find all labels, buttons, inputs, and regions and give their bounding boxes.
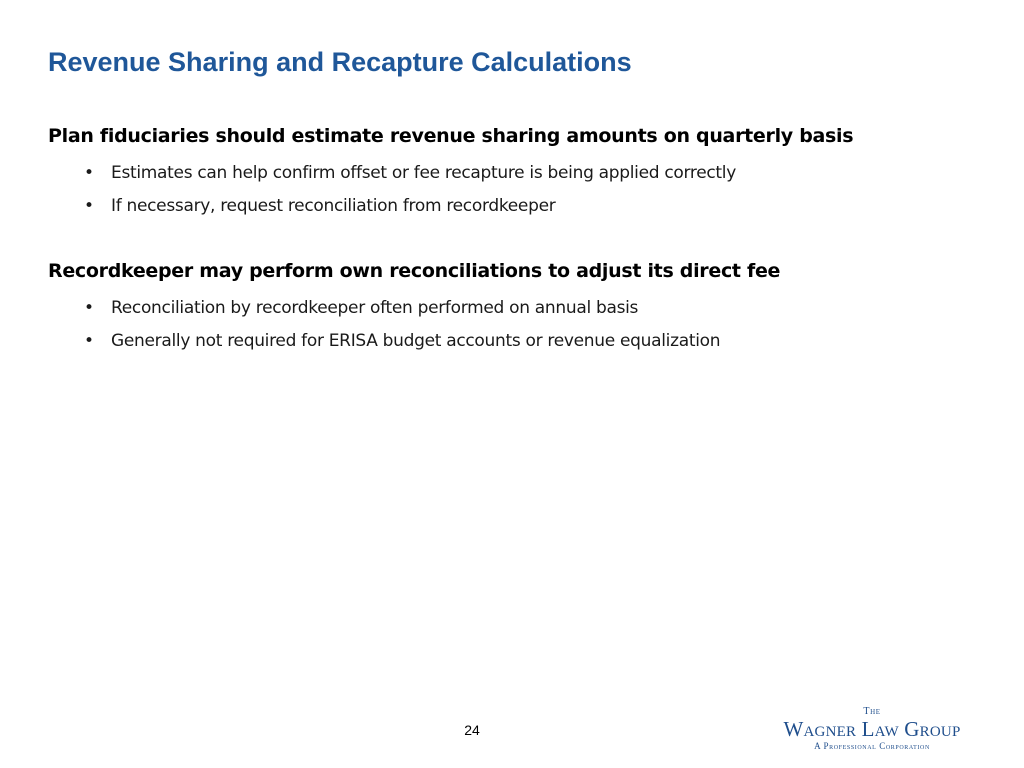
logo-tagline: A Professional Corporation — [814, 741, 930, 751]
bullet-text: Reconciliation by recordkeeper often performed on annual basis — [111, 298, 639, 318]
bullet-item — [84, 325, 720, 358]
logo-the: The — [863, 706, 881, 717]
bullet-item — [84, 292, 720, 325]
bullet-text: If necessary, request reconciliation from recordkeeper — [111, 196, 556, 216]
bullet-icon: • — [84, 163, 94, 183]
bullet-text: Estimates can help confirm offset or fee recapture is being applied correctly — [111, 163, 736, 183]
company-logo — [760, 706, 984, 754]
bullet-list-1 — [84, 157, 736, 223]
page-number: 24 — [464, 722, 480, 738]
bullet-item — [84, 190, 736, 223]
section-heading-1: Plan fiduciaries should estimate revenue sharing amounts on quarterly basis — [48, 125, 854, 147]
slide-title: Revenue Sharing and Recapture Calculations — [48, 47, 632, 77]
section-heading-2: Recordkeeper may perform own reconciliations to adjust its direct fee — [48, 260, 781, 282]
logo-name: Wagner Law Group — [783, 717, 961, 741]
bullet-icon: • — [84, 196, 94, 216]
bullet-item — [84, 157, 736, 190]
bullet-icon: • — [84, 298, 94, 318]
bullet-list-2 — [84, 292, 720, 358]
bullet-text: Generally not required for ERISA budget accounts or revenue equalization — [111, 331, 721, 351]
bullet-icon: • — [84, 331, 94, 351]
